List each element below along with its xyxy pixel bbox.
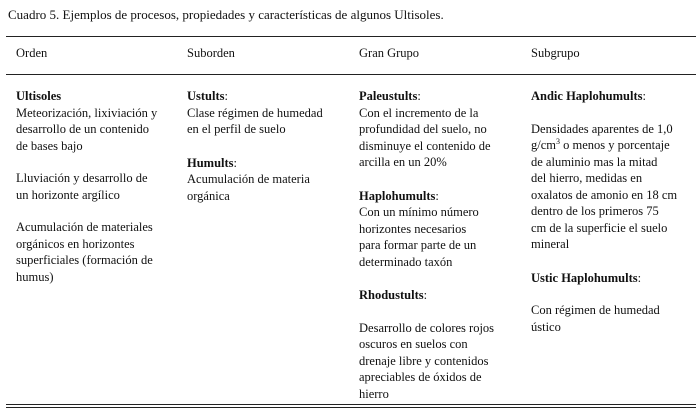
order-title-text: Ultisoles: [16, 89, 62, 103]
text-line: ústico: [531, 319, 561, 334]
humults-title: Humults: [187, 155, 234, 170]
orden-p1: [16, 105, 181, 155]
text-line: de bases bajo: [16, 138, 83, 153]
rhodustults-title: Rhodustults: [359, 288, 424, 302]
top-rule: [6, 36, 696, 37]
text-line: un horizonte argílico: [16, 187, 120, 202]
text-line: Con el incremento de la: [359, 105, 479, 120]
andic-haplohumults-entry: Andic Haplohumults: Densidades aparentes de 1,0 $g/cm^3$ o menos y porcentaje de aluminio mas la mitad del hierro, medidas en oxalatos de amonio en 18 cm dentro de los primeros 75 cm de la superficie el suelo mineral: [531, 89, 678, 251]
text-line: horizontes necesarios: [359, 221, 467, 236]
text-line: oscuros en suelos con: [359, 337, 468, 351]
text-line: desarrollo de un contenido: [16, 122, 149, 136]
order-title: [16, 88, 181, 105]
text-line: orgánica: [187, 188, 230, 203]
ustic-haplohumults-title: Ustic Haplohumults: [531, 270, 638, 285]
text-line: Acumulación de materia: [187, 172, 310, 186]
column-subgrupo: [531, 88, 695, 335]
text-line: de aluminio mas la mitad: [531, 154, 658, 169]
column-orden: [16, 88, 181, 285]
text-line: Acumulación de materiales: [16, 220, 153, 234]
header-subgrupo: Subgrupo: [531, 46, 580, 60]
ustic-haplohumults-entry: Ustic Haplohumults: Con régimen de humedad ústico: [531, 270, 660, 334]
text-line: hierro: [359, 386, 389, 401]
text-line: dentro de los primeros 75: [531, 204, 659, 218]
haplohumults-entry: Haplohumults: Con un mínimo número horizontes necesarios para formar parte de un determinado taxón: [359, 188, 479, 269]
text-line: determinado taxón: [359, 254, 453, 269]
rhodustults-entry: Rhodustults: Desarrollo de colores rojos oscuros en suelos con drenaje libre y contenidos apreciables de óxidos de hierro: [359, 288, 495, 401]
header-rule: [6, 74, 696, 75]
text-line: del hierro, medidas en: [531, 171, 643, 185]
column-gran-grupo: [359, 88, 527, 402]
orden-p2: [16, 170, 181, 203]
text-line: Meteorización, lixiviación y: [16, 105, 158, 120]
paleustults-entry: Paleustults: Con el incremento de la profundidad del suelo, no disminuye el contenido de arcilla en un 20%: [359, 89, 491, 169]
text-line: apreciables de óxidos de: [359, 370, 482, 384]
text-line: orgánicos en horizontes: [16, 236, 135, 251]
bottom-rule: [6, 404, 696, 408]
text-line: Con régimen de humedad: [531, 303, 660, 317]
header-orden: Orden: [16, 46, 48, 60]
orden-p3: [16, 219, 181, 285]
text-line: en el perfil de suelo: [187, 122, 286, 136]
header-suborden: Suborden: [187, 46, 235, 60]
humults-entry: Humults: Acumulación de materia orgánica: [187, 155, 310, 203]
andic-haplohumults-title: Andic Haplohumults: [531, 89, 643, 103]
text-line: $g/cm^3$ o menos y porcentaje: [531, 137, 670, 152]
text-line: profundidad del suelo, no: [359, 122, 487, 136]
paleustults-title: Paleustults: [359, 89, 418, 103]
table-caption: Cuadro 5. Ejemplos de procesos, propiedades y características de algunos Ultisoles.: [8, 7, 444, 22]
text-line: para formar parte de un: [359, 238, 477, 252]
text-line: cm de la superficie el suelo: [531, 220, 668, 235]
text-line: drenaje libre y contenidos: [359, 353, 489, 368]
text-line: oxalatos de amonio en 18 cm: [531, 187, 678, 202]
column-suborden: [187, 88, 352, 204]
text-line: humus): [16, 269, 54, 284]
text-line: Desarrollo de colores rojos: [359, 320, 495, 335]
text-line: arcilla en un 20%: [359, 155, 447, 169]
ustults-title: Ustults: [187, 89, 225, 103]
text-line: superficiales (formación de: [16, 253, 153, 267]
header-gran-grupo: Gran Grupo: [359, 46, 420, 60]
text-line: Clase régimen de humedad: [187, 105, 323, 120]
text-line: Densidades aparentes de 1,0: [531, 121, 673, 136]
ustults-entry: Ustults: Clase régimen de humedad en el perfil de suelo: [187, 89, 323, 136]
text-line: Lluviación y desarrollo de: [16, 171, 148, 185]
text-line: mineral: [531, 237, 570, 251]
text-line: Con un mínimo número: [359, 205, 479, 219]
haplohumults-title: Haplohumults: [359, 188, 436, 203]
text-line: disminuye el contenido de: [359, 138, 491, 153]
